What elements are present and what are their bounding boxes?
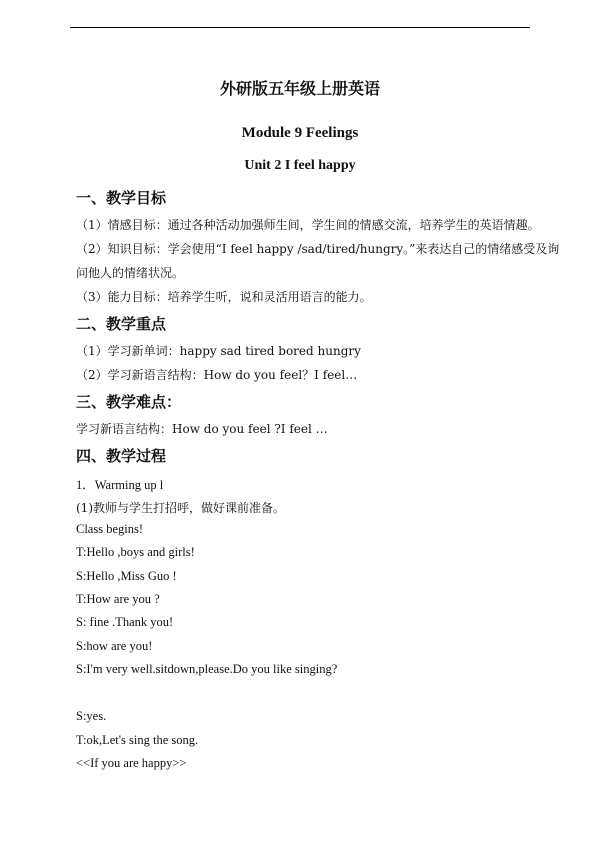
key-point-item-2: （2）学习新语言结构：How do you feel？I feel… bbox=[76, 368, 358, 382]
module-title: Module 9 Feelings bbox=[241, 125, 359, 141]
process-line: Class begins! bbox=[76, 522, 144, 536]
process-line: S:I'm very well.sitdown,please.Do you like singing? bbox=[76, 662, 338, 676]
goal-item-2-line-1: （2）知识目标：学会使用“I feel happy /sad/tired/hungry。”来表达自己的情绪感受及询 bbox=[76, 242, 560, 256]
process-line: T:ok,Let's sing the song. bbox=[76, 733, 199, 747]
key-point-item-1: （1）学习新单词：happy sad tired bored hungry bbox=[76, 344, 361, 358]
section-heading-process: 四、教学过程 bbox=[76, 447, 167, 465]
document-title: 外研版五年级上册英语 bbox=[219, 79, 380, 98]
goal-item-3: （3）能力目标：培养学生听，说和灵活用语言的能力。 bbox=[76, 290, 372, 304]
unit-title: Unit 2 I feel happy bbox=[244, 158, 356, 173]
header-rule bbox=[70, 27, 530, 28]
process-line: S:how are you! bbox=[76, 639, 153, 653]
process-line: S:Hello ,Miss Guo ! bbox=[76, 569, 177, 583]
process-line: 1．Warming up l bbox=[76, 478, 164, 492]
process-line: T:Hello ,boys and girls! bbox=[76, 545, 195, 559]
process-line: S: fine .Thank you! bbox=[76, 615, 174, 629]
process-line: <<If you are happy>> bbox=[76, 756, 187, 770]
difficulty-text: 学习新语言结构：How do you feel ?I feel … bbox=[76, 422, 328, 436]
section-heading-key-points: 二、教学重点 bbox=[76, 315, 167, 333]
process-line: (1)教师与学生打招呼，做好课前准备。 bbox=[76, 501, 285, 515]
section-heading-goals: 一、教学目标 bbox=[76, 189, 167, 207]
section-heading-difficulties: 三、教学难点： bbox=[76, 393, 182, 411]
process-line: S:yes. bbox=[76, 709, 107, 723]
process-line: T:How are you ? bbox=[76, 592, 160, 606]
goal-item-1: （1）情感目标：通过各种活动加强师生间，学生间的情感交流，培养学生的英语情趣。 bbox=[76, 218, 540, 232]
goal-item-2-line-2: 问他人的情绪状况。 bbox=[76, 266, 185, 280]
